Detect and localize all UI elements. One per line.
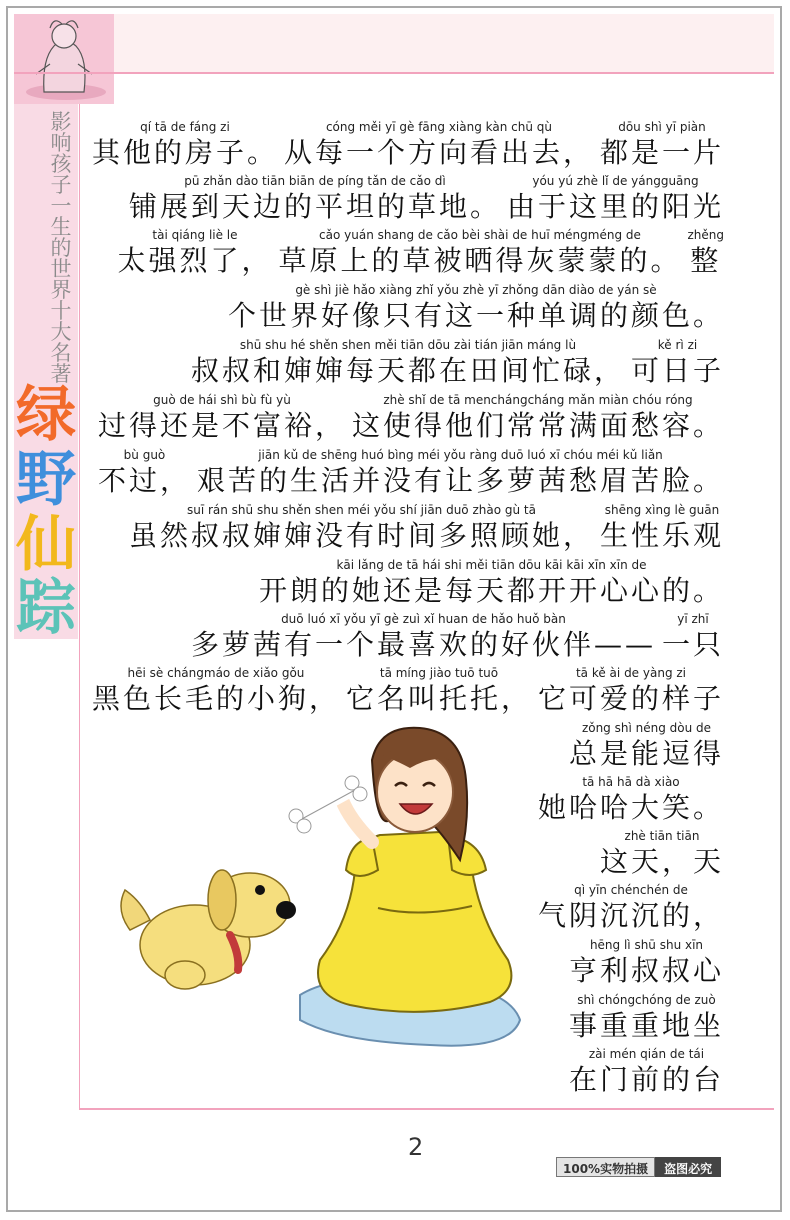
pinyin-text: pū zhǎn dào tiān biān de píng tǎn de cǎo dì [184,174,446,188]
text-segment [259,556,724,608]
hanzi-text: 她哈哈大笑。 [537,791,724,824]
text-line [538,773,724,825]
text-segment [92,118,278,170]
hanzi-text: 它名叫托托， [345,682,532,715]
book-title-char-1: 绿 [16,380,76,450]
pinyin-text: zhěng [687,228,724,242]
text-line [538,881,724,933]
text-line [92,118,724,170]
text-segment [507,172,724,224]
text-line [569,719,724,771]
text-line [117,226,724,278]
hanzi-text: 这天，天 [599,845,724,878]
pinyin-text: kāi lǎng de tā hái shi měi tiān dōu kāi kāi xīn xīn de [336,558,647,572]
text-segment [538,773,724,825]
pinyin-text: shēng xìng lè guān [604,503,720,517]
text-segment [284,118,594,170]
hanzi-text: 这使得他们常常满面愁容。 [351,409,724,442]
pinyin-text: bù guò [123,448,166,462]
text-line [129,501,724,553]
text-segment [687,226,724,278]
text-segment [569,991,724,1043]
text-line [569,1045,724,1097]
pinyin-text: yī zhī [677,612,709,626]
text-line [191,336,724,388]
pinyin-text: tā kě ài de yàng zi [575,666,687,680]
text-segment [92,664,340,716]
text-segment [569,1045,724,1097]
hanzi-text: 都是一片 [599,136,724,169]
hanzi-text: 亨利叔叔心 [568,954,724,987]
pinyin-text: jiān kǔ de shēng huó bìng méi yǒu ràng duō luó xī chóu méi kǔ liǎn [258,448,663,462]
text-segment [129,172,501,224]
hanzi-text: 它可爱的样子 [537,682,724,715]
text-line [569,936,724,988]
pinyin-text: kě rì zi [657,338,698,352]
text-segment [600,118,724,170]
text-segment [228,281,724,333]
top-band [14,14,774,74]
text-line [98,446,724,498]
text-line [98,391,724,443]
pinyin-text: zǒng shì néng dòu de [581,721,712,735]
stamp-left-text: 100%实物拍摄 [556,1157,655,1177]
text-line [92,664,724,716]
pinyin-text: hēi sè chángmáo de xiǎo gǒu [127,666,305,680]
text-line [228,281,724,333]
hanzi-text: 从每一个方向看出去， [283,136,594,169]
text-segment [569,936,724,988]
pinyin-text: yóu yú zhè lǐ de yángguāng [532,174,699,188]
pinyin-text: dōu shì yī piàn [618,120,706,134]
text-segment [117,226,272,278]
pinyin-text: tài qiáng liè le [152,228,238,242]
hanzi-text: 不过， [97,464,191,497]
series-title: 影响孩子一生的世界十大名著 [50,110,72,386]
hanzi-text: 开朗的她还是每天都开开心心的。 [258,574,724,607]
hanzi-text: 总是能逗得 [568,737,724,770]
girl-and-dog-illustration [110,720,550,1050]
hanzi-text: 铺展到天边的平坦的草地。 [128,190,501,223]
hanzi-text: 一只 [661,628,724,661]
hanzi-text: 由于这里的阳光 [506,190,724,223]
text-segment [538,664,724,716]
text-segment [129,501,594,553]
text-segment [600,501,724,553]
text-segment [631,336,724,388]
hanzi-text: 多萝茜有一个最喜欢的好伙伴—— [190,628,656,661]
text-segment [197,446,724,498]
hanzi-text: 事重重地坐 [568,1009,724,1042]
book-title-char-3: 仙 [16,510,76,580]
text-segment [98,391,346,443]
text-line [569,991,724,1043]
text-segment [538,881,724,933]
hanzi-text: 其他的房子。 [91,136,278,169]
hanzi-text: 过得还是不富裕， [97,409,346,442]
pinyin-text: guò de hái shì bù fù yù [153,393,291,407]
hanzi-text: 生性乐观 [599,519,724,552]
text-segment [191,336,625,388]
pinyin-text: zhè shǐ de tā menchángcháng mǎn miàn chóu róng [383,393,693,407]
top-divider [14,72,774,74]
pinyin-text: suī rán shū shu shěn shen méi yǒu shí jiān duō zhào gù tā [186,503,536,517]
hanzi-text: 可日子 [630,354,724,387]
hanzi-text: 在门前的台 [568,1063,724,1096]
text-line [259,556,724,608]
text-segment [98,446,191,498]
book-title-char-4: 踪 [16,573,76,643]
text-line [191,610,724,662]
page-number: 2 [408,1133,424,1161]
hanzi-text: 艰苦的生活并没有让多萝茜愁眉苦脸。 [196,464,724,497]
text-segment [662,610,724,662]
pinyin-text: cóng měi yī gè fāng xiàng kàn chū qù [325,120,552,134]
text-line [129,172,724,224]
pinyin-text: zhè tiān tiān [624,829,700,843]
text-line [600,827,724,879]
hanzi-text: 黑色长毛的小狗， [91,682,340,715]
hanzi-text: 叔叔和婶婶每天都在田间忙碌， [190,354,625,387]
hanzi-text: 太强烈了， [117,244,273,277]
stamp-right-text: 盗图必究 [655,1157,721,1177]
pinyin-text: tā míng jiào tuō tuō [379,666,499,680]
corner-illustration [14,14,114,104]
pinyin-text: zài mén qián de tái [588,1047,705,1061]
text-segment [191,610,656,662]
hanzi-text: 气阴沉沉的， [537,899,724,932]
hanzi-text: 虽然叔叔婶婶没有时间多照顾她， [128,519,594,552]
book-title-char-2: 野 [16,445,76,515]
watermark-stamp [556,1157,721,1177]
pinyin-text: shì chóngchóng de zuò [577,993,716,1007]
pinyin-text: duō luó xī yǒu yī gè zuì xǐ huan de hǎo huǒ bàn [281,612,566,626]
hanzi-text: 草原上的草被晒得灰蒙蒙的。 [278,244,682,277]
hanzi-text: 整 [690,244,722,277]
text-segment [352,391,724,443]
pinyin-text: qí tā de fáng zi [140,120,230,134]
hanzi-text: 个世界好像只有这一种单调的颜色。 [227,299,724,332]
pinyin-text: shū shu hé shěn shen měi tiān dōu zài tián jiān máng lù [239,338,577,352]
text-segment [346,664,532,716]
pinyin-text: qì yīn chénchén de [574,883,688,897]
text-segment [600,827,724,879]
text-segment [278,226,681,278]
pinyin-text: hēng lì shū shu xīn [589,938,704,952]
pinyin-text: cǎo yuán shang de cǎo bèi shài de huī méngméng de [319,228,641,242]
side-divider [79,104,80,1109]
text-segment [569,719,724,771]
pinyin-text: gè shì jiè hǎo xiàng zhǐ yǒu zhè yī zhǒng dān diào de yán sè [295,283,657,297]
bottom-divider [79,1108,774,1110]
pinyin-text: tā hā hā dà xiào [582,775,680,789]
